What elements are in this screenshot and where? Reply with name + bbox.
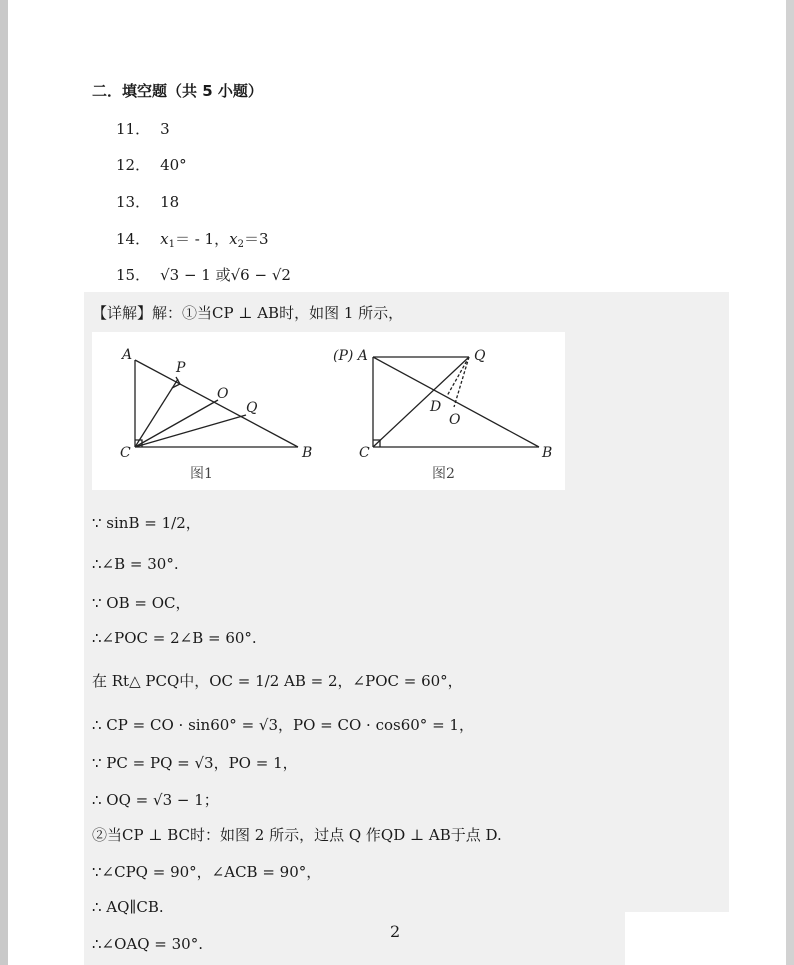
subscript-1: 1 [168, 239, 175, 250]
solution-line-1: ∵ sinB = 1/2， [92, 514, 201, 532]
answer-number: 12． [116, 156, 151, 174]
solution-line-7: ∵ PC = PQ = √3，PO = 1， [92, 754, 298, 772]
var-x: x [160, 230, 169, 248]
label-P-A: (P) A [333, 348, 368, 364]
label-Q: Q [246, 400, 258, 416]
answer-13 [116, 191, 179, 212]
answer-text: ＝3 [243, 230, 269, 248]
answer-number: 15． [116, 266, 151, 284]
label-B: B [302, 445, 313, 461]
figure-1-lines [135, 360, 298, 447]
label-B: B [542, 445, 553, 461]
answer-14 [116, 228, 268, 250]
label-D: D [430, 399, 442, 415]
label-P: P [176, 360, 186, 376]
solution-line-3: ∵ OB = OC， [92, 594, 191, 612]
answer-text: 18 [160, 193, 180, 211]
answer-number: 11． [116, 120, 151, 138]
solution-line-4: ∴∠POC = 2∠B = 60°. [92, 629, 257, 647]
figure-panel [92, 332, 565, 490]
answer-text: 3 [160, 120, 170, 138]
label-A: A [122, 347, 133, 363]
solution-line-9: ②当CP ⊥ BC时：如图 2 所示，过点 Q 作QD ⊥ AB于点 D. [92, 826, 502, 844]
label-O: O [217, 386, 229, 402]
figure-1-caption: 图1 [190, 466, 213, 482]
solution-line-5: 在 Rt△ PCQ中，OC = 1/2 AB = 2，∠POC = 60°， [92, 672, 463, 690]
subscript-2: 2 [237, 239, 244, 250]
answer-11 [116, 118, 170, 139]
answer-number: 13． [116, 193, 151, 211]
answer-text: √3 − 1 或√6 − √2 [160, 266, 291, 284]
geometry-figures [92, 332, 565, 490]
label-O: O [449, 412, 461, 428]
label-C: C [120, 445, 131, 461]
solution-line-11: ∴ AQ∥CB. [92, 898, 164, 916]
section-title: 二．填空题（共 5 小题） [92, 82, 263, 100]
page-number: 2 [390, 922, 401, 941]
answer-text: ＝ - 1， [174, 230, 230, 248]
solution-line-8: ∴ OQ = √3 − 1； [92, 791, 219, 809]
detail-intro: 【详解】解：①当CP ⊥ AB时，如图 1 所示， [92, 304, 404, 322]
right-page-edge [786, 0, 794, 965]
page-footer-area [625, 912, 735, 965]
solution-line-6: ∴ CP = CO · sin60° = √3，PO = CO · cos60° = 1， [92, 716, 474, 734]
answer-number: 14． [116, 230, 151, 248]
var-x: x [229, 230, 238, 248]
solution-line-12: ∴∠OAQ = 30°. [92, 935, 203, 953]
figure-2-lines [373, 357, 539, 447]
solution-line-2: ∴∠B = 30°. [92, 555, 179, 573]
answer-15 [116, 264, 291, 285]
answer-text: 40° [160, 156, 187, 174]
left-page-edge [0, 0, 8, 965]
figure-2-caption: 图2 [432, 466, 455, 482]
label-C: C [359, 445, 370, 461]
label-Q: Q [474, 348, 486, 364]
answer-12 [116, 154, 187, 175]
solution-line-10: ∵∠CPQ = 90°，∠ACB = 90°， [92, 863, 322, 881]
